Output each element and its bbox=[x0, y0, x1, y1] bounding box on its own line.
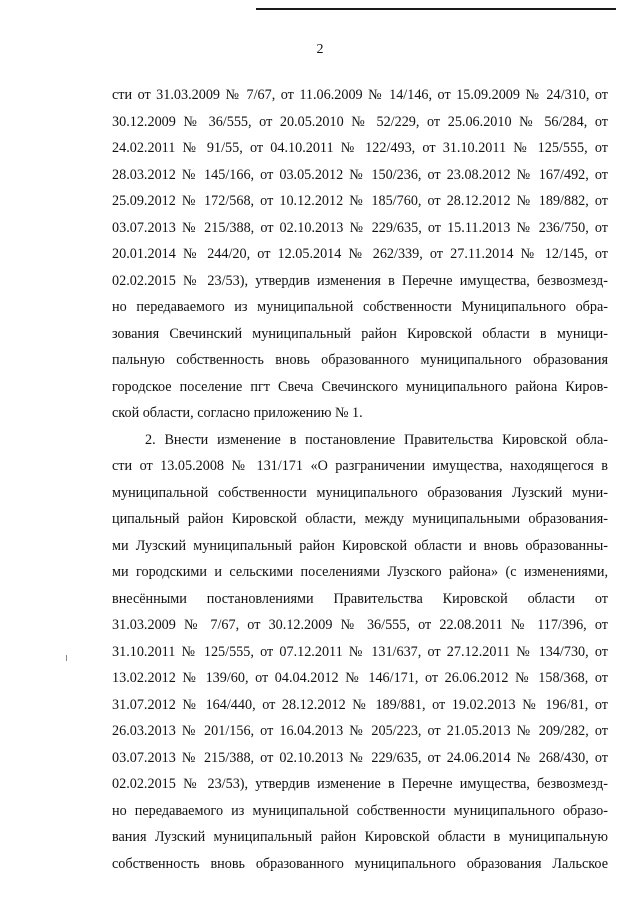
text-line: ципальный район Кировской области, между муниципальными образования- bbox=[112, 511, 608, 527]
text-line: ми городскими и сельскими поселениями Лузского района» (с изменениями, bbox=[112, 564, 608, 580]
document-body bbox=[112, 82, 608, 877]
text-line: внесёнными постановлениями Правительства Кировской области от bbox=[112, 590, 608, 607]
text-line: ской области, согласно приложению № 1. bbox=[112, 405, 363, 421]
top-rule-divider bbox=[256, 8, 616, 10]
text-line: 26.03.2013 № 201/156, от 16.04.2013 № 205/223, от 21.05.2013 № 209/282, от bbox=[112, 723, 608, 739]
text-line: сти от 31.03.2009 № 7/67, от 11.06.2009 № 14/146, от 15.09.2009 № 24/310, от bbox=[112, 87, 608, 103]
text-line: 28.03.2012 № 145/166, от 03.05.2012 № 150/236, от 23.08.2012 № 167/492, от bbox=[112, 166, 608, 183]
paragraph-2 bbox=[112, 427, 608, 878]
text-line: вания Лузский муниципальный район Кировской области в муниципальную bbox=[112, 829, 608, 845]
text-line: 03.07.2013 № 215/388, от 02.10.2013 № 229/635, от 24.06.2014 № 268/430, от bbox=[112, 749, 608, 766]
text-line: 03.07.2013 № 215/388, от 02.10.2013 № 229/635, от 15.11.2013 № 236/750, от bbox=[112, 219, 608, 236]
text-line: пальную собственность вновь образованного муниципального образования bbox=[112, 352, 608, 368]
text-line: городское поселение пгт Свеча Свечинского муниципального района Киров- bbox=[112, 378, 608, 395]
text-line: 13.02.2012 № 139/60, от 04.04.2012 № 146/171, от 26.06.2012 № 158/368, от bbox=[112, 670, 608, 686]
text-line: муниципальной собственности муниципального образования Лузский муни- bbox=[112, 484, 608, 501]
text-line: 24.02.2011 № 91/55, от 04.10.2011 № 122/493, от 31.10.2011 № 125/555, от bbox=[112, 140, 608, 156]
text-line: собственность вновь образованного муниципального образования Лальское bbox=[112, 855, 608, 872]
text-line: 31.07.2012 № 164/440, от 28.12.2012 № 189/881, от 19.02.2013 № 196/81, от bbox=[112, 696, 608, 713]
page-number: 2 bbox=[316, 42, 324, 57]
text-line: ми Лузский муниципальный район Кировской области и вновь образованны- bbox=[112, 537, 608, 554]
text-line: но передаваемого из муниципальной собственности муниципального образо- bbox=[112, 802, 608, 819]
text-line: 30.12.2009 № 36/555, от 20.05.2010 № 52/229, от 25.06.2010 № 56/284, от bbox=[112, 113, 608, 130]
text-line: 02.02.2015 № 23/53), утвердив изменение в Перечне имущества, безвозмезд- bbox=[112, 776, 608, 792]
paragraph-1 bbox=[112, 82, 608, 427]
text-line: 20.01.2014 № 244/20, от 12.05.2014 № 262/339, от 27.11.2014 № 12/145, от bbox=[112, 246, 608, 262]
text-line: зования Свечинский муниципальный район Кировской области в муници- bbox=[112, 325, 608, 342]
text-line: 2. Внести изменение в постановление Правительства Кировской обла- bbox=[145, 431, 608, 448]
text-line: сти от 13.05.2008 № 131/171 «О разграничении имущества, находящегося в bbox=[112, 458, 608, 474]
text-line: 31.10.2011 № 125/555, от 07.12.2011 № 131/637, от 27.12.2011 № 134/730, от bbox=[112, 643, 608, 660]
text-line: 25.09.2012 № 172/568, от 10.12.2012 № 185/760, от 28.12.2012 № 189/882, от bbox=[112, 193, 608, 209]
text-line: но передаваемого из муниципальной собственности Муниципального обра- bbox=[112, 299, 608, 315]
scan-margin-mark bbox=[66, 655, 67, 661]
text-line: 31.03.2009 № 7/67, от 30.12.2009 № 36/555, от 22.08.2011 № 117/396, от bbox=[112, 617, 608, 633]
text-line: 02.02.2015 № 23/53), утвердив изменения в Перечне имущества, безвозмезд- bbox=[112, 272, 608, 289]
